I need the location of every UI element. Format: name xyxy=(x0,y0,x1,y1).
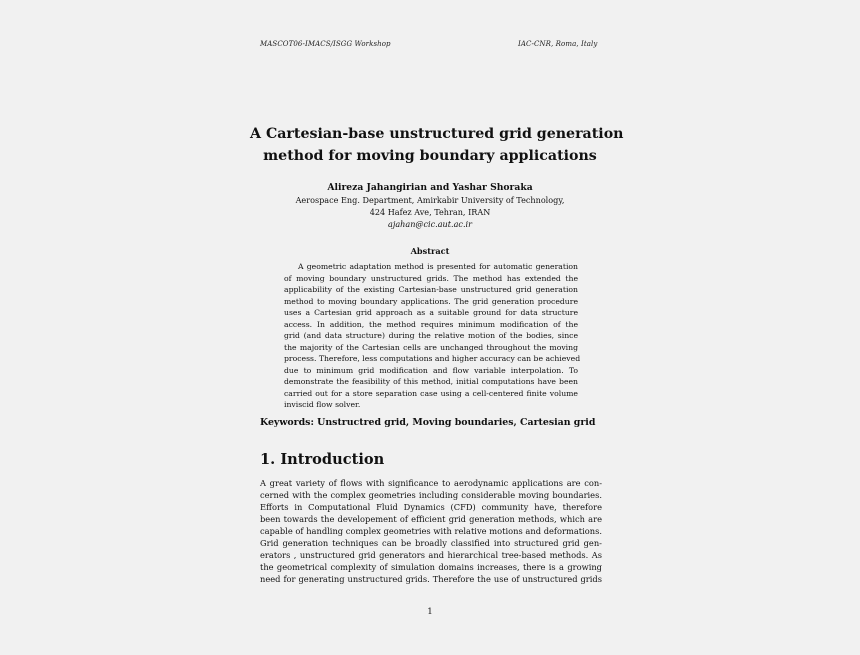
body-text-line: Grid generation techniques can be broadly classified into structured grid gen- xyxy=(260,538,602,548)
body-text-line: need for generating unstructured grids. Therefore the use of unstructured grids xyxy=(260,574,602,584)
body-text-line: the geometrical complexity of simulation domains increases, there is a growing xyxy=(260,562,602,572)
body-text-line: erators , unstructured grid generators and hierarchical tree-based methods. As xyxy=(260,550,602,560)
author-email: ajahan@cic.aut.ac.ir xyxy=(388,219,472,229)
abstract-line: carried out for a store separation case using a cell-centered finite volume xyxy=(284,388,578,398)
body-text-line: been towards the developement of efficient grid generation methods, which are xyxy=(260,514,602,524)
affiliation-line-2: 424 Hafez Ave, Tehran, IRAN xyxy=(369,207,491,217)
abstract-line: applicability of the existing Cartesian-base unstructured grid generation xyxy=(284,285,578,294)
body-text-line: Efforts in Computational Fluid Dynamics (CFD) community have, therefore xyxy=(260,502,602,512)
body-text-line: A great variety of flows with significance to aerodynamic applications are con- xyxy=(260,478,602,488)
abstract-heading: Abstract xyxy=(410,246,450,256)
abstract-line: demonstrate the feasibility of this method, initial computations have been xyxy=(284,377,578,386)
abstract-line: uses a Cartesian grid approach as a suitable ground for data structure xyxy=(284,308,578,317)
affiliation-line-1: Aerospace Eng. Department, Amirkabir University of Technology, xyxy=(295,195,565,205)
paper-title-line-2: method for moving boundary applications xyxy=(263,148,597,164)
keywords-line: Keywords: Unstructred grid, Moving boundaries, Cartesian grid xyxy=(260,417,596,428)
author-list: Alireza Jahangirian and Yashar Shoraka xyxy=(327,182,533,193)
abstract-line: process. Therefore, less computations and higher accuracy can be achieved xyxy=(284,354,581,363)
body-text-line: cerned with the complex geometries including considerable moving boundaries. xyxy=(260,490,602,500)
section-heading-introduction: 1. Introduction xyxy=(260,451,385,468)
paper-title-line-1: A Cartesian-base unstructured grid generation xyxy=(250,126,624,142)
abstract-line: of moving boundary unstructured grids. The method has extended the xyxy=(284,273,578,283)
body-text-line: capable of handling complex geometries with relative motions and deformations. xyxy=(260,526,602,536)
running-header-right: IAC-CNR, Roma, Italy xyxy=(518,40,598,48)
abstract-line: the majority of the Cartesian cells are unchanged throughout the moving xyxy=(284,342,578,352)
abstract-line: inviscid flow solver. xyxy=(284,400,361,409)
page-number: 1 xyxy=(427,607,433,617)
abstract-line: grid (and data structure) during the relative motion of the bodies, since xyxy=(284,331,578,340)
abstract-line: due to minimum grid modification and flow variable interpolation. To xyxy=(284,365,578,375)
running-header-left: MASCOT06-IMACS/ISGG Workshop xyxy=(260,40,391,48)
abstract-line: method to moving boundary applications. The grid generation procedure xyxy=(284,296,578,306)
abstract-line: access. In addition, the method requires minimum modification of the xyxy=(284,319,578,329)
abstract-line: A geometric adaptation method is presented for automatic generation xyxy=(298,262,578,271)
